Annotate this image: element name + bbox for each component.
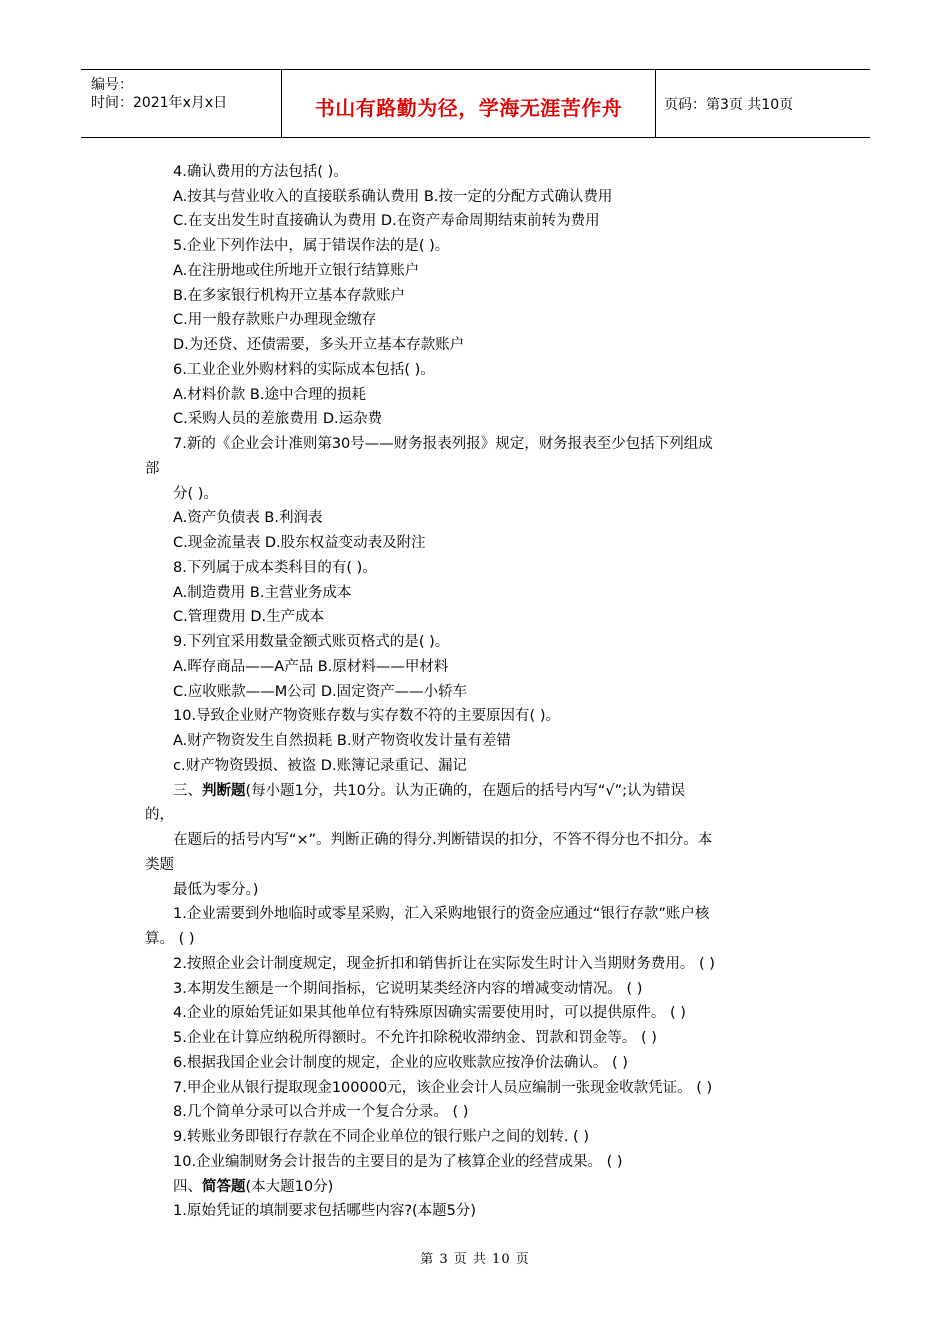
question-6: 6.工业企业外购材料的实际成本包括( )。 xyxy=(173,362,435,378)
question-8-options-ab: A.制造费用 B.主营业务成本 xyxy=(173,585,352,601)
question-5: 5.企业下列作法中，属于错误作法的是( )。 xyxy=(173,238,450,254)
judgment-5: 5.企业在计算应纳税所得额时。不允许扣除税收滞纳金、罚款和罚金等。 ( ) xyxy=(173,1030,657,1046)
question-7: 7.新的《企业会计准则第30号——财务报表列报》规定，财务报表至少包括下列组成 xyxy=(173,436,713,452)
header-page-code: 页码：第3页 共10页 xyxy=(664,97,794,113)
section-3-instructions: 在题后的括号内写“×”。判断正确的得分.判断错误的扣分，不答不得分也不扣分。本 xyxy=(173,832,713,848)
question-7-options-cd: C.现金流量表 D.股东权益变动表及附注 xyxy=(173,535,426,551)
question-5-option-d: D.为还贷、还债需要，多头开立基本存款账户 xyxy=(173,337,465,353)
judgment-1: 1.企业需要到外地临时或零星采购，汇入采购地银行的资金应通过“银行存款”账户核 xyxy=(173,906,710,922)
document-number-label: 编号： xyxy=(91,77,133,93)
judgment-10: 10.企业编制财务会计报告的主要目的是为了核算企业的经营成果。 ( ) xyxy=(173,1154,623,1170)
header-info-cell xyxy=(81,70,281,137)
judgment-7: 7.甲企业从银行提取现金100000元，该企业会计人员应编制一张现金收款凭证。 ( ) xyxy=(173,1080,713,1096)
page-header xyxy=(81,69,870,138)
question-7-cont: 分( )。 xyxy=(173,486,218,502)
question-10: 10.导致企业财产物资账存数与实存数不符的主要原因有( )。 xyxy=(173,708,560,724)
judgment-4: 4.企业的原始凭证如果其他单位有特殊原因确实需要使用时，可以提供原件。 ( ) xyxy=(173,1005,686,1021)
question-9-options-ab: A.晖存商品——A产品 B.原材料——甲材料 xyxy=(173,659,449,675)
question-10-options-cd: c.财产物资毁损、被盗 D.账簿记录重记、漏记 xyxy=(173,758,467,774)
page-footer: 第 3 页 共 10 页 xyxy=(420,1252,530,1267)
question-8-options-cd: C.管理费用 D.生产成本 xyxy=(173,609,325,625)
judgment-2: 2.按照企业会计制度规定，现金折扣和销售折让在实际发生时计入当期财务费用。 ( ) xyxy=(173,956,715,972)
question-5-option-c: C.用一般存款账户办理现金缴存 xyxy=(173,312,377,328)
judgment-3: 3.本期发生额是一个期间指标，它说明某类经济内容的增减变动情况。 ( ) xyxy=(173,981,643,997)
judgment-1-wrap: 算。 ( ) xyxy=(145,931,195,947)
question-4-options-ab: A.按其与营业收入的直接联系确认费用 B.按一定的分配方式确认费用 xyxy=(173,189,613,205)
question-6-options-cd: C.采购人员的差旅费用 D.运杂费 xyxy=(173,411,383,427)
header-page-cell xyxy=(655,70,870,137)
question-9: 9.下列宜采用数量金额式账页格式的是( )。 xyxy=(173,634,450,650)
exam-content xyxy=(145,158,807,1228)
question-4: 4.确认费用的方法包括( )。 xyxy=(173,164,348,180)
question-7-options-ab: A.资产负债表 B.利润表 xyxy=(173,510,323,526)
question-5-option-a: A.在注册地或住所地开立银行结算账户 xyxy=(173,263,420,279)
header-motto: 书山有路勤为径，学海无涯苦作舟 xyxy=(314,96,623,120)
section-3-wrap-1: 的， xyxy=(145,807,174,823)
document-time-label: 时间：2021年x月x日 xyxy=(91,95,228,111)
section-3-instructions-end: 最低为零分。) xyxy=(173,882,259,898)
section-3-wrap-2: 类题 xyxy=(145,857,174,873)
question-9-options-cd: C.应收账款——M公司 D.固定资产——小轿车 xyxy=(173,684,468,700)
header-motto-cell xyxy=(281,70,656,137)
question-10-options-ab: A.财产物资发生自然损耗 B.财产物资收发计量有差错 xyxy=(173,733,511,749)
section-3-heading: 三、判断题(每小题1分，共10分。认为正确的，在题后的括号内写“√”;认为错误 xyxy=(173,783,685,799)
question-4-options-cd: C.在支出发生时直接确认为费用 D.在资产寿命周期结束前转为费用 xyxy=(173,213,600,229)
question-6-options-ab: A.材料价款 B.途中合理的损耗 xyxy=(173,387,366,403)
question-7-wrap: 部 xyxy=(145,461,160,477)
judgment-6: 6.根据我国企业会计制度的规定，企业的应收账款应按净价法确认。 ( ) xyxy=(173,1055,628,1071)
question-5-option-b: B.在多家银行机构开立基本存款账户 xyxy=(173,288,406,304)
judgment-8: 8.几个简单分录可以合并成一个复合分录。 ( ) xyxy=(173,1104,469,1120)
short-answer-1: 1.原始凭证的填制要求包括哪些内容?(本题5分) xyxy=(173,1203,477,1219)
judgment-9: 9.转账业务即银行存款在不同企业单位的银行账户之间的划转. ( ) xyxy=(173,1129,589,1145)
question-8: 8.下列属于成本类科目的有( )。 xyxy=(173,560,377,576)
section-4-heading: 四、简答题(本大题10分) xyxy=(173,1179,334,1195)
